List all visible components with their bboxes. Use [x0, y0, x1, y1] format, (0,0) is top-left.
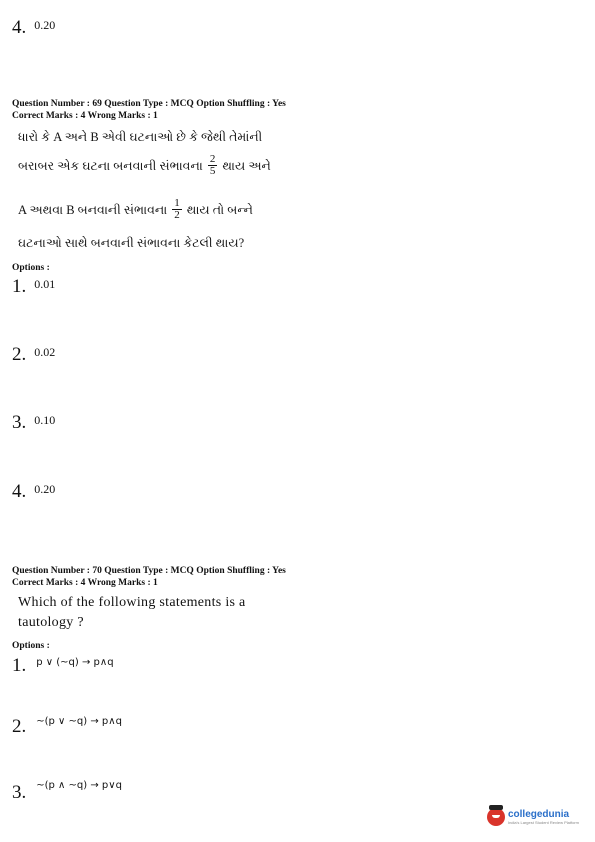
q70-option-1[interactable]: [12, 656, 114, 676]
option-value: 0.01: [34, 277, 56, 291]
prev-question-option-4: [12, 18, 55, 38]
q69-line3-a: A અથવા B બનવાની સંભાવના: [18, 202, 168, 217]
option-value: ~(p ∨ ~q) → p∧q: [36, 716, 122, 727]
q69-header: [12, 98, 286, 122]
option-value: p ∨ (~q) → p∧q: [36, 657, 114, 668]
q69-line2-a: બરાબર એક ઘટના બનવાની સંભાવના: [18, 158, 203, 173]
q69-text-line3: [18, 198, 253, 221]
option-number: 3.: [12, 412, 27, 433]
q70-header: [12, 565, 286, 589]
fraction-one-half: [172, 198, 182, 221]
option-number: 2.: [12, 716, 27, 737]
q70-header-line1: Question Number : 70 Question Type : MCQ Option Shuffling : Yes: [12, 566, 286, 576]
option-value: 0.02: [34, 345, 56, 359]
q69-option-3[interactable]: [12, 413, 55, 433]
q70-text-line1: Which of the following statements is a: [18, 595, 246, 610]
fraction-two-fifths: [208, 154, 218, 177]
q69-line2-b: થાય અને: [222, 158, 271, 173]
fraction-numerator: 1: [174, 197, 180, 209]
q69-option-2[interactable]: [12, 345, 55, 365]
logo-brand: collegedunia: [507, 808, 570, 820]
q69-option-1[interactable]: [12, 277, 55, 297]
option-value: 0.20: [34, 18, 56, 32]
fraction-denominator: 5: [209, 165, 216, 177]
fraction-denominator: 2: [174, 209, 180, 221]
q69-header-line2: Correct Marks : 4 Wrong Marks : 1: [12, 111, 158, 121]
collegedunia-logo: [487, 808, 579, 826]
option-value: 0.10: [34, 413, 56, 427]
option-number: 4.: [12, 481, 27, 502]
fraction-numerator: 2: [209, 153, 216, 165]
option-value: ~(p ∧ ~q) → p∨q: [36, 780, 122, 791]
logo-tagline: India's Largest Student Review Platform: [507, 819, 579, 825]
q70-header-line2: Correct Marks : 4 Wrong Marks : 1: [12, 578, 158, 588]
q69-line3-b: થાય તો બન્ને: [186, 202, 253, 217]
q69-text-line1: ધારો કે A અને B એવી ઘટનાઓ છે કે જેથી તેમાંની: [18, 130, 263, 144]
mascot-icon: [487, 808, 505, 826]
option-value: 0.20: [34, 482, 56, 496]
q69-option-4[interactable]: [12, 482, 55, 502]
q70-option-3[interactable]: [12, 780, 122, 803]
option-number: 1.: [12, 655, 27, 676]
q70-text: [18, 593, 246, 633]
q70-option-2[interactable]: [12, 716, 122, 737]
q69-text-line4: ઘટનાઓ સાથે બનવાની સંભાવના કેટલી થાય?: [18, 236, 245, 250]
q69-text-line2: [18, 154, 271, 177]
q69-options-label: Options :: [12, 263, 50, 273]
q70-text-line2: tautology ?: [18, 615, 84, 630]
option-number: 4.: [12, 17, 27, 38]
logo-wordmark: [508, 810, 579, 825]
option-number: 1.: [12, 276, 27, 297]
q70-options-label: Options :: [12, 641, 50, 651]
option-number: 2.: [12, 344, 27, 365]
option-number: 3.: [12, 782, 27, 803]
q69-header-line1: Question Number : 69 Question Type : MCQ Option Shuffling : Yes: [12, 99, 286, 109]
